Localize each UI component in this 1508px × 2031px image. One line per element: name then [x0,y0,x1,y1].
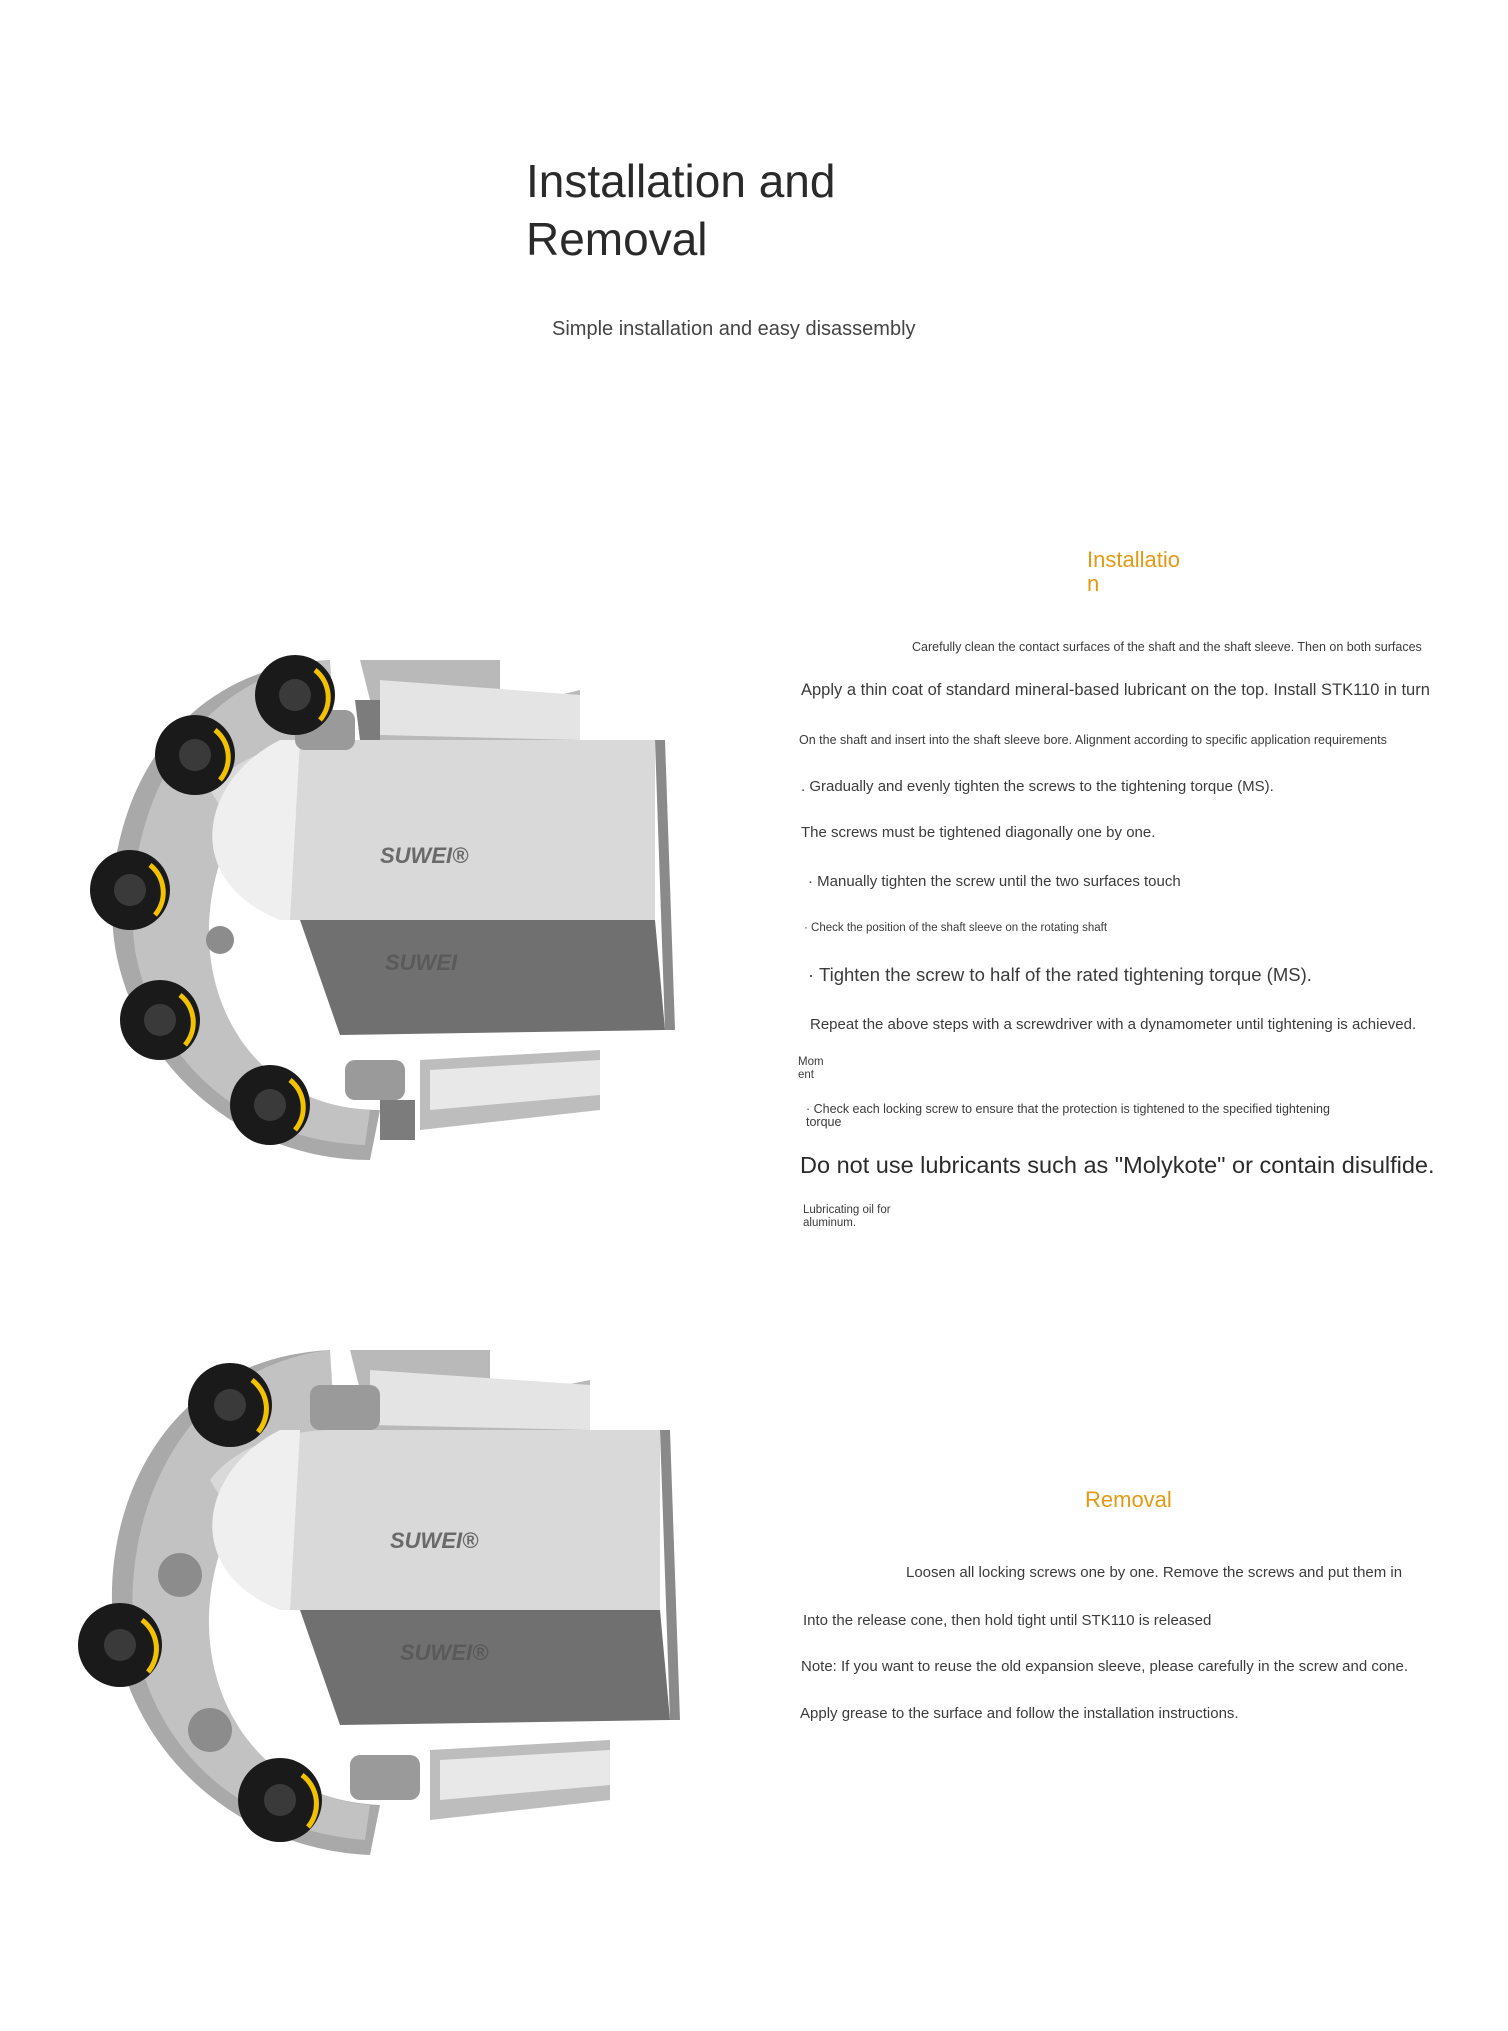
removal-heading: Removal [1085,1487,1172,1512]
brand-logo-upper: SUWEI® [390,1528,479,1553]
page-title-line-2: Removal [526,213,708,265]
removal-line-4: Apply grease to the surface and follow the installation instructions. [800,1705,1239,1722]
page-title [526,152,835,268]
installation-lubricant-line-1: Lubricating oil for [803,1204,891,1216]
page-subtitle: Simple installation and easy disassembly [552,318,916,340]
installation-line-7: · Check the position of the shaft sleeve on the rotating shaft [804,922,1108,934]
installation-moment-line-2: ent [798,1069,814,1081]
brand-logo-upper: SUWEI® [380,843,469,868]
installation-line-9: Repeat the above steps with a screwdriver with a dynamometer until tightening is achieved. [810,1016,1417,1033]
installation-moment-line-1: Mom [798,1056,824,1068]
installation-line-3: On the shaft and insert into the shaft sleeve bore. Alignment according to specific application requirements [799,733,1387,747]
brand-logo-lower: SUWEI® [400,1640,489,1665]
locking-assembly-image-removal [70,1330,690,1870]
removal-line-3: Note: If you want to reuse the old expansion sleeve, please carefully in the screw and cone. [801,1658,1409,1675]
locking-assembly-image-installation [80,640,680,1180]
installation-line-1: Carefully clean the contact surfaces of the shaft and the shaft sleeve. Then on both surfaces [912,640,1422,654]
installation-check-line-2: torque [806,1115,842,1129]
installation-check-note [806,1103,1330,1129]
installation-line-8: · Tighten the screw to half of the rated tightening torque (MS). [808,964,1312,985]
installation-line-6: · Manually tighten the screw until the two surfaces touch [808,873,1181,890]
installation-line-2: Apply a thin coat of standard mineral-based lubricant on the top. Install STK110 in turn [801,681,1430,699]
installation-warning: Do not use lubricants such as "Molykote" or contain disulfide. [800,1152,1435,1178]
installation-line-5: The screws must be tightened diagonally one by one. [801,824,1156,841]
installation-heading-line-1: Installatio [1087,547,1180,572]
installation-check-line-1: · Check each locking screw to ensure that the protection is tightened to the specified tightening [806,1102,1330,1116]
installation-line-4: . Gradually and evenly tighten the screws to the tightening torque (MS). [801,778,1274,795]
installation-heading [1087,548,1180,596]
installation-moment-note [798,1056,824,1082]
page-title-line-1: Installation and [526,155,836,207]
removal-line-2: Into the release cone, then hold tight until STK110 is released [803,1612,1212,1629]
removal-line-1: Loosen all locking screws one by one. Remove the screws and put them in [906,1564,1403,1581]
installation-heading-line-2: n [1087,571,1100,596]
installation-lubricant-line-2: aluminum. [803,1217,857,1229]
installation-lubricant-note [803,1204,891,1230]
brand-logo-lower: SUWEI [385,950,458,975]
